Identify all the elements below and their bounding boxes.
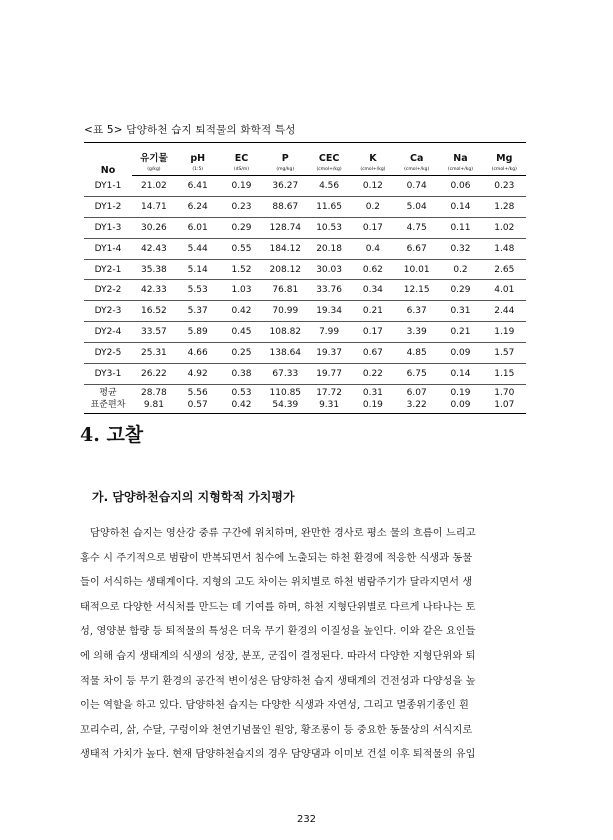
table-cell: 5.04: [395, 196, 439, 217]
table-cell: 1.52: [220, 259, 264, 280]
table-row: [84, 301, 526, 322]
table-caption: <표 5> 담양하천 습지 퇴적물의 화학적 특성: [84, 124, 296, 136]
sample-id-cell: DY2-1: [84, 259, 132, 280]
table-cell: 26.22: [132, 364, 176, 385]
table-cell: 76.81: [263, 280, 307, 301]
table-cell: 6.75: [395, 364, 439, 385]
table-cell: 5.53: [176, 280, 220, 301]
table-cell: 30.26: [132, 217, 176, 238]
table-cell: 0.4: [351, 238, 395, 259]
table-cell: 0.55: [220, 238, 264, 259]
table-cell: 0.22: [351, 364, 395, 385]
page-number: 232: [296, 814, 317, 825]
mean-label: 평균: [99, 387, 117, 398]
table-cell: 0.09: [439, 343, 483, 364]
unit-cell: (g/kg): [132, 164, 176, 176]
table-cell: 0.42: [220, 301, 264, 322]
body-line: 이는 역할을 하고 있다. 담양하천 습지는 다양한 식생과 자연성, 그리고 멸종위기종인 흰: [80, 700, 469, 712]
sd-value: 0.42: [231, 399, 252, 410]
table-cell: 0.34: [351, 280, 395, 301]
mean-value: 1.70: [494, 387, 515, 398]
mean-value: 0.19: [450, 387, 471, 398]
table-cell: 33.57: [132, 322, 176, 343]
stats-cell: [439, 384, 483, 413]
header-ec: EC: [220, 143, 264, 165]
table-cell: 1.48: [482, 238, 526, 259]
table-cell: 4.75: [395, 217, 439, 238]
table-cell: 0.38: [220, 364, 264, 385]
table-cell: 0.31: [439, 301, 483, 322]
table-cell: 0.29: [439, 280, 483, 301]
table-body: [84, 176, 526, 414]
table-cell: 10.01: [395, 259, 439, 280]
unit-cell: (dS/m): [220, 164, 264, 176]
sample-id-cell: DY3-1: [84, 364, 132, 385]
table-cell: 0.74: [395, 176, 439, 197]
table-cell: 4.01: [482, 280, 526, 301]
table-row: [84, 176, 526, 197]
table-cell: 5.14: [176, 259, 220, 280]
body-line: 에 의해 습지 생태계의 식생의 성장, 분포, 군집이 결정된다. 따라서 다양한 지형단위와 퇴: [80, 650, 476, 662]
sd-value: 0.19: [362, 399, 383, 410]
table-cell: 0.23: [220, 196, 264, 217]
table-row: [84, 196, 526, 217]
table-cell: 30.03: [307, 259, 351, 280]
unit-cell: (cmol+/kg): [439, 164, 483, 176]
unit-cell: (cmol+/kg): [395, 164, 439, 176]
section-heading: 4. 고찰: [80, 424, 144, 446]
table-cell: 19.77: [307, 364, 351, 385]
table-cell: 138.64: [263, 343, 307, 364]
mean-value: 0.53: [231, 387, 252, 398]
header-k: K: [351, 143, 395, 165]
table-cell: 14.71: [132, 196, 176, 217]
table-cell: 4.85: [395, 343, 439, 364]
table-cell: 1.28: [482, 196, 526, 217]
table-cell: 1.57: [482, 343, 526, 364]
sample-id-cell: DY2-4: [84, 322, 132, 343]
table-cell: 88.67: [263, 196, 307, 217]
table-unit-row: [84, 164, 526, 176]
table-cell: 0.14: [439, 196, 483, 217]
table-cell: 5.37: [176, 301, 220, 322]
table-row: [84, 259, 526, 280]
mean-value: 110.85: [269, 387, 302, 398]
unit-cell: (1:5): [176, 164, 220, 176]
table-row: [84, 217, 526, 238]
mean-value: 28.78: [141, 387, 167, 398]
table-cell: 184.12: [263, 238, 307, 259]
sd-value: 1.07: [494, 399, 515, 410]
chemical-properties-table: [84, 142, 526, 414]
table-cell: 208.12: [263, 259, 307, 280]
table-row: [84, 322, 526, 343]
table-cell: 0.32: [439, 238, 483, 259]
body-line: 생태적 가치가 높다. 현재 담양하천습지의 경우 담양댐과 이미보 건설 이후 퇴적물의 유입: [80, 749, 476, 761]
table-cell: 4.66: [176, 343, 220, 364]
table-cell: 0.19: [220, 176, 264, 197]
header-ph: pH: [176, 143, 220, 165]
table-cell: 4.92: [176, 364, 220, 385]
sample-id-cell: DY1-3: [84, 217, 132, 238]
table-cell: 0.45: [220, 322, 264, 343]
sd-value: 9.31: [319, 399, 340, 410]
sd-label: 표준편차: [90, 399, 126, 410]
table-cell: 0.12: [351, 176, 395, 197]
table-cell: 0.29: [220, 217, 264, 238]
table-cell: 0.21: [351, 301, 395, 322]
table-cell: 6.41: [176, 176, 220, 197]
table-cell: 2.44: [482, 301, 526, 322]
stats-cell: [220, 384, 264, 413]
sample-id-cell: DY1-1: [84, 176, 132, 197]
mean-value: 5.56: [187, 387, 208, 398]
sd-value: 9.81: [143, 399, 164, 410]
body-line: 담양하천 습지는 영산강 중류 구간에 위치하며, 완만한 경사로 평소 물의 흐름이 느리고: [90, 528, 476, 539]
table-row: [84, 238, 526, 259]
subsection-heading: 가. 담양하천습지의 지형학적 가치평가: [92, 490, 295, 504]
table-cell: 10.53: [307, 217, 351, 238]
body-line: 성, 영양분 함량 등 퇴적물의 특성은 더욱 무기 환경의 이질성을 높인다. 이와 같은 요인들: [80, 626, 476, 638]
sd-value: 0.57: [187, 399, 208, 410]
table-cell: 0.17: [351, 322, 395, 343]
table-row: [84, 280, 526, 301]
table-cell: 6.01: [176, 217, 220, 238]
stats-cell: [132, 384, 176, 413]
table-cell: 5.44: [176, 238, 220, 259]
table-cell: 6.37: [395, 301, 439, 322]
header-mg: Mg: [482, 143, 526, 165]
stats-cell: [351, 384, 395, 413]
mean-value: 0.31: [362, 387, 383, 398]
table-cell: 0.23: [482, 176, 526, 197]
table-cell: 2.65: [482, 259, 526, 280]
sample-id-cell: DY2-5: [84, 343, 132, 364]
table-cell: 3.39: [395, 322, 439, 343]
table-cell: 4.56: [307, 176, 351, 197]
body-line: 홍수 시 주기적으로 범람이 반복되면서 침수에 노출되는 하천 환경에 적응한 식생과 동물: [80, 552, 473, 564]
mean-value: 17.72: [316, 387, 342, 398]
header-cec: CEC: [307, 143, 351, 165]
table-cell: 42.43: [132, 238, 176, 259]
table-cell: 16.52: [132, 301, 176, 322]
table-cell: 128.74: [263, 217, 307, 238]
table-cell: 35.38: [132, 259, 176, 280]
table-cell: 70.99: [263, 301, 307, 322]
unit-cell: (mg/kg): [263, 164, 307, 176]
sample-id-cell: DY1-4: [84, 238, 132, 259]
sample-id-cell: DY2-3: [84, 301, 132, 322]
table-cell: 0.14: [439, 364, 483, 385]
table-row: [84, 343, 526, 364]
table-cell: 0.21: [439, 322, 483, 343]
sd-value: 3.22: [406, 399, 427, 410]
stats-cell: [307, 384, 351, 413]
table-cell: 1.19: [482, 322, 526, 343]
table-cell: 12.15: [395, 280, 439, 301]
table-cell: 0.17: [351, 217, 395, 238]
unit-cell: (cmol+/kg): [307, 164, 351, 176]
stats-cell: [176, 384, 220, 413]
table-row: [84, 364, 526, 385]
table-cell: 108.82: [263, 322, 307, 343]
table-cell: 36.27: [263, 176, 307, 197]
mean-value: 6.07: [406, 387, 427, 398]
header-no: No: [84, 143, 132, 176]
table-cell: 33.76: [307, 280, 351, 301]
table-cell: 25.31: [132, 343, 176, 364]
stats-row: [84, 384, 526, 413]
table-cell: 6.67: [395, 238, 439, 259]
body-line: 적물 차이 등 무기 환경의 공간적 변이성은 담양하천 습지 생태계의 건전성과 다양성을 높: [80, 675, 476, 687]
table-cell: 21.02: [132, 176, 176, 197]
table-cell: 0.62: [351, 259, 395, 280]
unit-cell: (cmol+/kg): [351, 164, 395, 176]
sample-id-cell: DY2-2: [84, 280, 132, 301]
table-cell: 1.03: [220, 280, 264, 301]
table-header-row: [84, 143, 526, 165]
header-na: Na: [439, 143, 483, 165]
table-cell: 0.11: [439, 217, 483, 238]
table-cell: 0.25: [220, 343, 264, 364]
sample-id-cell: DY1-2: [84, 196, 132, 217]
stats-label-cell: [84, 384, 132, 413]
table-cell: 67.33: [263, 364, 307, 385]
table-cell: 0.67: [351, 343, 395, 364]
header-organic-matter: 유기물: [132, 143, 176, 165]
table-cell: 19.37: [307, 343, 351, 364]
table-cell: 42.33: [132, 280, 176, 301]
header-ca: Ca: [395, 143, 439, 165]
table-cell: 11.65: [307, 196, 351, 217]
stats-cell: [482, 384, 526, 413]
stats-cell: [263, 384, 307, 413]
unit-cell: (cmol+/kg): [482, 164, 526, 176]
sd-value: 0.09: [450, 399, 471, 410]
stats-cell: [395, 384, 439, 413]
table-cell: 0.06: [439, 176, 483, 197]
table-cell: 6.24: [176, 196, 220, 217]
table-cell: 5.89: [176, 322, 220, 343]
body-line: 꼬리수리, 삵, 수달, 구렁이와 천연기념물인 원앙, 황조롱이 등 중요한 동물상의 서식지로: [80, 724, 473, 736]
table-cell: 20.18: [307, 238, 351, 259]
table-cell: 0.2: [351, 196, 395, 217]
table-cell: 19.34: [307, 301, 351, 322]
table-cell: 0.2: [439, 259, 483, 280]
table-cell: 1.15: [482, 364, 526, 385]
header-p: P: [263, 143, 307, 165]
body-line: 들이 서식하는 생태계이다. 지형의 고도 차이는 위치별로 하천 범람주기가 달라지면서 생: [80, 577, 473, 589]
sd-value: 54.39: [272, 399, 299, 410]
body-line: 태적으로 다양한 서식처를 만드는 데 기여를 하며, 하천 지형단위별로 다르게 나타나는 토: [80, 601, 476, 613]
body-paragraph: [80, 522, 540, 768]
table-cell: 1.02: [482, 217, 526, 238]
table-cell: 7.99: [307, 322, 351, 343]
